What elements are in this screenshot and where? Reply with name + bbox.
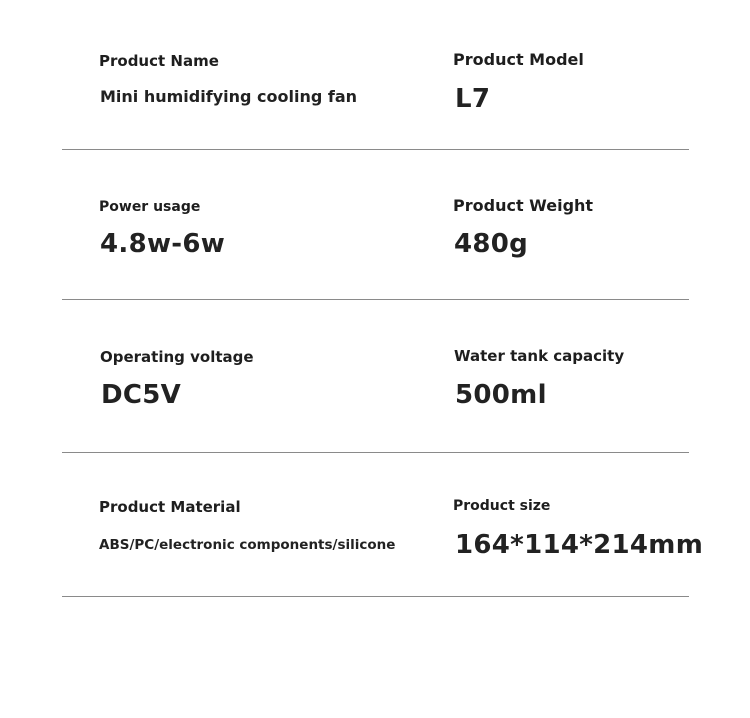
product-model-value: L7 (455, 84, 491, 114)
row-divider (62, 596, 689, 597)
operating-voltage-label: Operating voltage (100, 348, 254, 366)
row-divider (62, 299, 689, 300)
operating-voltage-value: DC5V (101, 380, 182, 410)
water-tank-capacity-value: 500ml (455, 380, 547, 410)
power-usage-label: Power usage (99, 199, 201, 215)
product-size-label: Product size (453, 498, 551, 514)
product-material-value: ABS/PC/electronic components/silicone (99, 537, 396, 553)
product-name-label: Product Name (99, 52, 219, 70)
row-divider (62, 149, 689, 150)
product-weight-label: Product Weight (453, 196, 594, 215)
water-tank-capacity-label: Water tank capacity (454, 347, 625, 365)
row-divider (62, 452, 689, 453)
product-weight-value: 480g (454, 229, 529, 259)
product-material-label: Product Material (99, 498, 241, 516)
product-model-label: Product Model (453, 50, 584, 69)
product-size-value: 164*114*214mm (455, 530, 704, 560)
power-usage-value: 4.8w-6w (100, 229, 226, 259)
product-name-value: Mini humidifying cooling fan (100, 87, 358, 106)
